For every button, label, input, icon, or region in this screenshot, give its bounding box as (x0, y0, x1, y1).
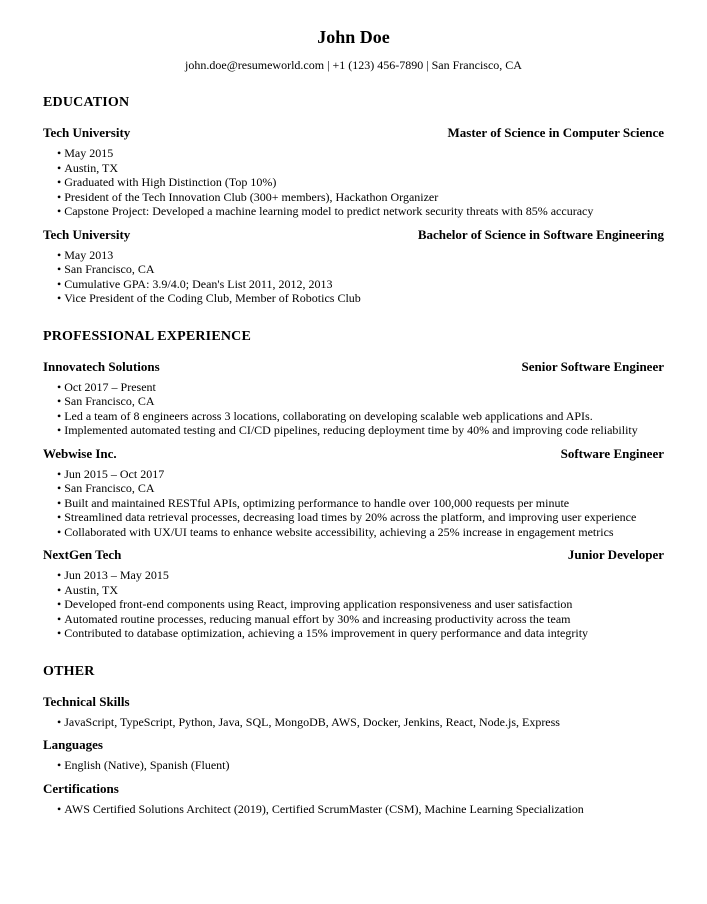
entry-bullets (43, 467, 664, 540)
entry-left: Innovatech Solutions (43, 358, 160, 374)
entry-header (43, 547, 664, 563)
entry-bullets (43, 146, 664, 219)
entry-header (43, 446, 664, 462)
bullet-item: • Led a team of 8 engineers across 3 locations, collaborating on developing scalable web applications and APIs. (57, 409, 664, 424)
bullet-item: • President of the Tech Innovation Club (300+ members), Hackathon Organizer (57, 190, 664, 205)
bullet-item: • San Francisco, CA (57, 481, 664, 496)
resume-entry (43, 359, 664, 438)
resume-section (43, 663, 664, 817)
bullet-item: • May 2015 (57, 146, 664, 161)
bullet-item: • Streamlined data retrieval processes, decreasing load times by 20% across the platform, and improving user experience (57, 510, 664, 525)
bullet-item: • Automated routine processes, reducing manual effort by 30% and increasing productivity across the team (57, 612, 664, 627)
resume-contact: john.doe@resumeworld.com | +1 (123) 456-7890 | San Francisco, CA (185, 58, 522, 72)
bullet-item: • English (Native), Spanish (Fluent) (57, 758, 664, 773)
resume-entry (43, 694, 664, 730)
section-entries (43, 125, 664, 306)
entry-right: Master of Science in Computer Science (447, 125, 664, 140)
bullet-item: • San Francisco, CA (57, 262, 664, 277)
resume-entry (43, 446, 664, 540)
section-title: PROFESSIONAL EXPERIENCE (43, 328, 252, 344)
bullet-item: • Contributed to database optimization, achieving a 15% improvement in query performance and data integrity (57, 626, 664, 641)
resume-entry (43, 125, 664, 219)
bullet-item: • Austin, TX (57, 583, 664, 598)
resume-sections (43, 94, 664, 816)
section-entries (43, 694, 664, 817)
entry-right: Senior Software Engineer (521, 358, 664, 374)
bullet-item: • May 2013 (57, 248, 664, 263)
bullet-item: • Built and maintained RESTful APIs, optimizing performance to handle over 100,000 requests per minute (57, 496, 664, 511)
entry-bullets (43, 758, 664, 773)
entry-header (43, 359, 664, 375)
resume-name: John Doe (317, 27, 390, 47)
bullet-item: • Collaborated with UX/UI teams to enhance website accessibility, achieving a 25% increase in engagement metrics (57, 525, 664, 540)
bullet-item: • Capstone Project: Developed a machine learning model to predict network security threats with 85% accuracy (57, 204, 664, 219)
bullet-item: • Oct 2017 – Present (57, 380, 664, 395)
entry-left: NextGen Tech (43, 547, 122, 562)
entry-left: Tech University (43, 226, 131, 242)
entry-left: Webwise Inc. (43, 445, 117, 461)
bullet-item: • Vice President of the Coding Club, Member of Robotics Club (57, 291, 664, 306)
entry-header (43, 694, 664, 710)
entry-header (43, 781, 664, 797)
entry-left: Technical Skills (43, 693, 130, 709)
entry-right: Bachelor of Science in Software Engineering (417, 226, 664, 242)
resume-entry (43, 227, 664, 306)
entry-bullets (43, 380, 664, 438)
bullet-item: • Implemented automated testing and CI/CD pipelines, reducing deployment time by 40% and improving code reliability (57, 423, 664, 438)
bullet-item: • Austin, TX (57, 161, 664, 176)
bullet-item: • AWS Certified Solutions Architect (2019), Certified ScrumMaster (CSM), Machine Learning Specialization (57, 802, 664, 817)
entry-bullets (43, 248, 664, 306)
resume-section (43, 328, 664, 641)
entry-left: Certifications (43, 780, 119, 796)
entry-header (43, 125, 664, 141)
entry-header (43, 227, 664, 243)
entry-bullets (43, 568, 664, 641)
bullet-item: • Jun 2013 – May 2015 (57, 568, 664, 583)
resume-entry (43, 547, 664, 641)
entry-right: Software Engineer (560, 445, 664, 461)
bullet-item: • Cumulative GPA: 3.9/4.0; Dean's List 2011, 2012, 2013 (57, 277, 664, 292)
entry-bullets (43, 715, 664, 730)
bullet-item: • Developed front-end components using React, improving application responsiveness and user satisfaction (57, 597, 664, 612)
entry-left: Languages (43, 737, 103, 752)
bullet-item: • Jun 2015 – Oct 2017 (57, 467, 664, 482)
resume-section (43, 94, 664, 306)
resume-entry (43, 737, 664, 773)
entry-right: Junior Developer (567, 547, 664, 562)
bullet-item: • San Francisco, CA (57, 394, 664, 409)
resume-entry (43, 781, 664, 817)
section-title: EDUCATION (43, 95, 130, 110)
entry-left: Tech University (43, 125, 131, 140)
bullet-item: • JavaScript, TypeScript, Python, Java, SQL, MongoDB, AWS, Docker, Jenkins, React, Node.js, Express (57, 715, 664, 730)
entry-header (43, 737, 664, 753)
entry-bullets (43, 802, 664, 817)
section-entries (43, 359, 664, 641)
bullet-item: • Graduated with High Distinction (Top 10%) (57, 175, 664, 190)
section-title: OTHER (43, 663, 95, 679)
